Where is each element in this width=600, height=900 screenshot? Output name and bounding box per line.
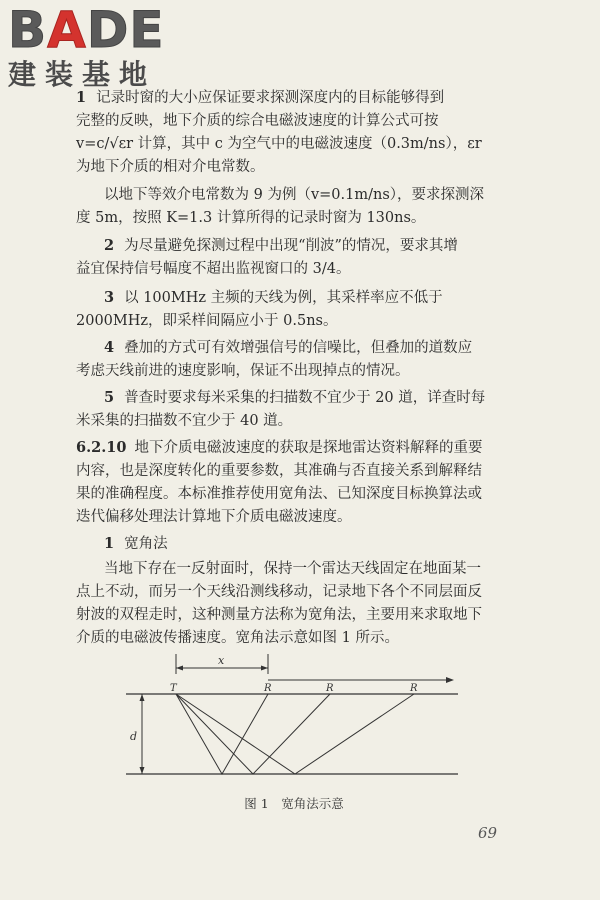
item-number: 3 xyxy=(104,289,115,306)
figure-caption: 图 1 宽角法示意 xyxy=(244,796,344,811)
ray-path-3 xyxy=(176,694,414,774)
depth-arrow-bottom xyxy=(140,767,145,774)
text-line: 当地下存在一反射面时，保持一个雷达天线固定在地面某一 xyxy=(104,561,481,577)
transmitter-label: T xyxy=(170,683,177,694)
text-line: 点上不动，而另一个天线沿测线移动，记录地下各个不同层面反 xyxy=(76,584,482,600)
logo-subtitle: 建装基地 xyxy=(8,58,157,91)
text-line: 迭代偏移处理法计算地下介质电磁波速度。 xyxy=(76,509,352,525)
item-number: 4 xyxy=(104,339,115,356)
text-line: 以地下等效介电常数为 9 为例（v=0.1m/ns），要求探测深 xyxy=(104,187,485,203)
text-line: 果的准确程度。本标准推荐使用宽角法、已知深度目标换算法或 xyxy=(76,486,482,502)
receiver-label-3: R xyxy=(410,683,418,694)
text-line: 2000MHz，即采样间隔应小于 0.5ns。 xyxy=(76,313,338,329)
depth-arrow-top xyxy=(140,694,145,701)
item-number: 5 xyxy=(104,389,115,406)
text-line: 为地下介质的相对介电常数。 xyxy=(76,159,265,175)
text-line: v=c/√εr 计算，其中 c 为空气中的电磁波速度（0.3m/ns），εr xyxy=(76,136,482,152)
text-line: 内容，也是深度转化的重要参数，其准确与否直接关系到解释结 xyxy=(76,463,482,479)
item-number: 1 xyxy=(76,89,87,106)
text-line: 介质的电磁波传播速度。宽角法示意如图 1 所示。 xyxy=(76,630,399,646)
page-number: 69 xyxy=(478,824,498,842)
text-line: 射波的双程走时，这种测量方法称为宽角法，主要用来求取地下 xyxy=(76,607,482,623)
item-2-paragraph xyxy=(76,234,512,281)
ray-path-1 xyxy=(176,694,268,774)
text-line: 度 5m，按照 K=1.3 计算所得的记录时窗为 130ns。 xyxy=(76,210,426,226)
text-line: 考虑天线前进的速度影响，保证不出现掉点的情况。 xyxy=(76,363,410,379)
logo-wordmark: BADE xyxy=(8,1,165,59)
item-1-example xyxy=(76,184,512,230)
x-dim-arrow-left xyxy=(176,666,183,671)
text-line: 记录时窗的大小应保证要求探测深度内的目标能够得到 xyxy=(96,90,445,106)
item-4-paragraph xyxy=(76,336,512,383)
subheading-wide-angle xyxy=(76,532,512,556)
item-3-paragraph xyxy=(76,286,512,333)
receiver-label-2: R xyxy=(326,683,334,694)
item-5-paragraph xyxy=(76,386,512,433)
wide-angle-diagram xyxy=(118,650,468,790)
text-line: 为尽量避免探测过程中出现“削波”的情况，要求其增 xyxy=(124,238,458,254)
text-line: 米采集的扫描数不宜少于 40 道。 xyxy=(76,413,293,429)
text-line: 以 100MHz 主频的天线为例，其采样率应不低于 xyxy=(124,290,443,306)
wide-angle-paragraph xyxy=(76,558,512,650)
section-6-2-10 xyxy=(76,436,512,529)
text-line: 叠加的方式可有效增强信号的信噪比，但叠加的道数应 xyxy=(124,340,473,356)
subheading-title: 宽角法 xyxy=(124,536,168,552)
text-line: 普查时要求每米采集的扫描数不宜少于 20 道，详查时每 xyxy=(124,390,486,406)
section-number: 6.2.10 xyxy=(76,439,127,456)
move-direction-arrow xyxy=(446,677,454,683)
item-number: 1 xyxy=(104,535,115,552)
item-number: 2 xyxy=(104,237,115,254)
receiver-label-1: R xyxy=(264,683,272,694)
x-dim-arrow-right xyxy=(261,666,268,671)
text-line: 地下介质电磁波速度的获取是探地雷达资料解释的重要 xyxy=(134,440,483,456)
x-label: x xyxy=(218,654,225,667)
text-line: 益宜保持信号幅度不超出监视窗口的 3/4。 xyxy=(76,261,351,277)
text-line: 完整的反映，地下介质的综合电磁波速度的计算公式可按 xyxy=(76,113,439,129)
bade-logo xyxy=(8,1,178,91)
item-1-paragraph xyxy=(76,86,512,179)
depth-label: d xyxy=(130,730,138,743)
